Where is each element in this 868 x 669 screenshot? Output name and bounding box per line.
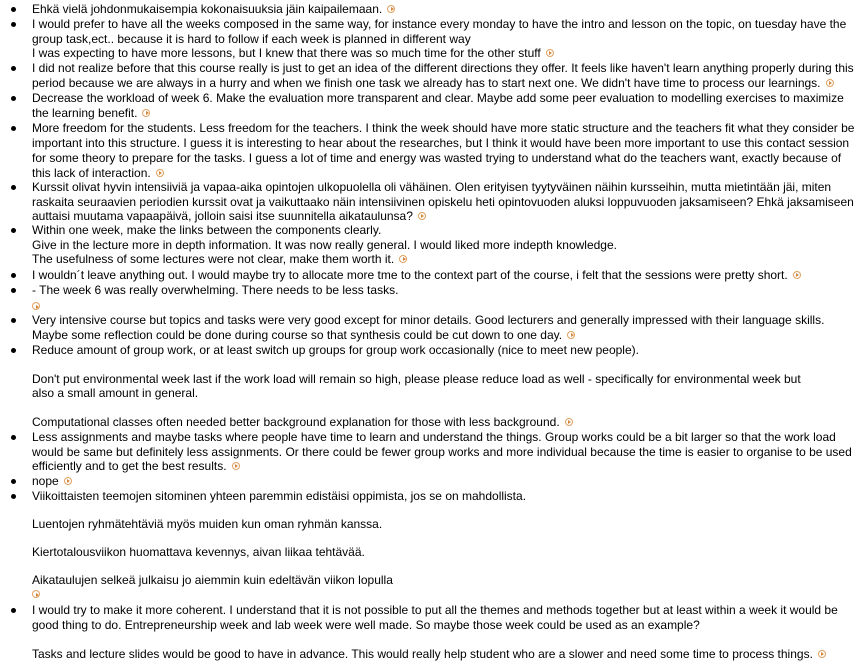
feedback-text: this lack of interaction. bbox=[32, 166, 151, 180]
feedback-text: Tasks and lecture slides would be good to have in advance. This would really help student who are a slower and need some time to process things. bbox=[32, 647, 813, 661]
feedback-line bbox=[32, 386, 198, 401]
feedback-text: Computational classes often needed better background explanation for those with less background. bbox=[32, 415, 560, 429]
feedback-line bbox=[32, 415, 573, 430]
feedback-line bbox=[32, 489, 526, 504]
bullet-icon bbox=[11, 126, 16, 131]
play-icon[interactable] bbox=[387, 5, 395, 13]
feedback-text: Viikoittaisten teemojen sitominen yhteen paremmin edistäisi oppimista, jos se on mahdollista. bbox=[32, 489, 527, 503]
feedback-line bbox=[32, 618, 700, 633]
bullet-icon bbox=[11, 66, 16, 71]
feedback-text: nope bbox=[32, 474, 59, 488]
feedback-text: Maybe some reflection could be done during course so that synthesis could be cut down to one day. bbox=[32, 328, 563, 342]
feedback-line bbox=[32, 517, 382, 532]
bullet-icon bbox=[11, 228, 16, 233]
feedback-line bbox=[32, 328, 575, 343]
play-icon[interactable] bbox=[64, 477, 72, 485]
feedback-line bbox=[32, 545, 365, 560]
feedback-text: Kiertotalousviikon huomattava kevennys, aivan liikaa tehtävää. bbox=[32, 545, 365, 559]
play-icon[interactable] bbox=[546, 49, 554, 57]
feedback-line bbox=[32, 372, 801, 387]
feedback-line bbox=[32, 238, 617, 253]
bullet-icon bbox=[11, 288, 16, 293]
play-icon[interactable] bbox=[418, 212, 426, 220]
play-icon[interactable] bbox=[232, 462, 240, 470]
feedback-text: Decrease the workload of week 6. Make the evaluation more transparent and clear. Maybe add some peer evaluation to modelling exercises to maximize bbox=[32, 91, 844, 105]
play-icon[interactable] bbox=[826, 79, 834, 87]
feedback-line bbox=[32, 459, 240, 474]
feedback-line bbox=[32, 209, 426, 224]
feedback-text: Ehkä vielä johdonmukaisempia kokonaisuuksia jäin kaipailemaan. bbox=[32, 2, 383, 16]
feedback-line bbox=[32, 2, 395, 17]
feedback-text: would be same but definitely less assignments. Or there could be fewer group works and more individual because the time is easier to organise to be used bbox=[32, 445, 852, 459]
feedback-line bbox=[32, 252, 407, 267]
play-icon[interactable] bbox=[32, 590, 40, 598]
feedback-line bbox=[32, 313, 824, 328]
play-icon[interactable] bbox=[565, 418, 573, 426]
play-icon[interactable] bbox=[567, 331, 575, 339]
feedback-line bbox=[32, 91, 844, 106]
bullet-icon bbox=[11, 22, 16, 27]
play-icon[interactable] bbox=[793, 271, 801, 279]
feedback-text: I would prefer to have all the weeks composed in the same way, for instance every monday to have the intro and lesson on the topic, on tuesday have the bbox=[32, 17, 847, 31]
feedback-text: The usefulness of some lectures were not clear, make them worth it. bbox=[32, 252, 395, 266]
feedback-line bbox=[32, 151, 841, 166]
feedback-text: - The week 6 was really overwhelming. There needs to be less tasks. bbox=[32, 283, 399, 297]
feedback-line bbox=[32, 195, 854, 210]
feedback-line bbox=[32, 573, 393, 588]
feedback-text: Don't put environmental week last if the work load will remain so high, please please reduce load as well - specifically for environmental week but bbox=[32, 372, 801, 386]
feedback-text: Very intensive course but topics and tasks were very good except for minor details. Good lecturers and generally impressed with their language skills. bbox=[32, 313, 825, 327]
feedback-line bbox=[32, 343, 639, 358]
feedback-line bbox=[32, 17, 846, 32]
play-icon[interactable] bbox=[142, 109, 150, 117]
feedback-line bbox=[32, 106, 150, 121]
bullet-icon bbox=[11, 273, 16, 278]
feedback-text: group task,ect.. because it is hard to follow if each week is planned in different way bbox=[32, 32, 471, 46]
feedback-line bbox=[32, 283, 398, 298]
feedback-text: Less assignments and maybe tasks where people have time to learn and understand the things. Group works could be a bit larger so that the work load bbox=[32, 430, 836, 444]
bullet-icon bbox=[11, 7, 16, 12]
feedback-line bbox=[32, 445, 852, 460]
feedback-text: Within one week, make the links between the components clearly. bbox=[32, 223, 382, 237]
feedback-line bbox=[32, 430, 836, 445]
feedback-text: Luentojen ryhmätehtäviä myös muiden kun oman ryhmän kanssa. bbox=[32, 517, 383, 531]
feedback-text: I was expecting to have more lessons, but I knew that there was so much time for the other stuff bbox=[32, 46, 541, 60]
bullet-icon bbox=[11, 348, 16, 353]
feedback-line bbox=[32, 647, 826, 662]
bullet-icon bbox=[11, 96, 16, 101]
feedback-line bbox=[32, 136, 849, 151]
feedback-text: Aikataulujen selkeä julkaisu jo aiemmin kuin edeltävän viikon lopulla bbox=[32, 573, 393, 587]
bullet-icon bbox=[11, 185, 16, 190]
feedback-text: Reduce amount of group work, or at least switch up groups for group work occasionally (nice to meet new people). bbox=[32, 343, 639, 357]
feedback-line bbox=[32, 223, 381, 238]
feedback-line bbox=[32, 166, 164, 181]
feedback-text: More freedom for the students. Less freedom for the teachers. I think the week should have more static structure and the teachers fit what they consider be bbox=[32, 121, 855, 135]
feedback-line bbox=[32, 61, 854, 76]
feedback-text: period because we are always in a hurry and when we finish one task we already has to start next one. We didn't have time to process our learnings. bbox=[32, 76, 821, 90]
feedback-text: also a small amount in general. bbox=[32, 386, 199, 400]
feedback-text: for some theory to prepare for the tasks. I guess a lot of time and energy was wasted trying to understand what do the teachers want, exactly because of bbox=[32, 151, 842, 165]
feedback-line bbox=[32, 603, 838, 618]
feedback-line bbox=[32, 32, 471, 47]
feedback-line bbox=[32, 121, 854, 136]
bullet-icon bbox=[11, 494, 16, 499]
feedback-text: the learning benefit. bbox=[32, 106, 138, 120]
feedback-text: I did not realize before that this course really is just to get an idea of the different directions they offer. It feels like haven't learn anything properly during this bbox=[32, 61, 854, 75]
feedback-text: Kurssit olivat hyvin intensiiviä ja vapaa-aika opintojen ulkopuolella oli vähäinen. Olen erityisen tyytyväinen näihin kursseihin, mutta mietintään jäi, miten bbox=[32, 180, 832, 194]
feedback-line bbox=[32, 76, 834, 91]
feedback-line bbox=[32, 46, 554, 61]
bullet-icon bbox=[11, 435, 16, 440]
bullet-icon bbox=[11, 608, 16, 613]
bullet-icon bbox=[11, 318, 16, 323]
play-icon[interactable] bbox=[399, 255, 407, 263]
feedback-text: efficiently and to get the best results. bbox=[32, 459, 227, 473]
feedback-text: good thing to do. Entrepreneurship week and lab week were well made. So maybe those week could be used as an example? bbox=[32, 618, 700, 632]
feedback-line bbox=[32, 268, 801, 283]
feedback-line bbox=[32, 180, 831, 195]
play-icon[interactable] bbox=[156, 169, 164, 177]
feedback-text: raskaita seuraavien periodien kurssit ovat ja vaikuttaako näin intensiivinen opiskelu heti opintovuoden aluksi loppuvuoden jaksamiseen? Ehkä jaksamiseen bbox=[32, 195, 854, 209]
feedback-text: I would try to make it more coherent. I understand that it is not possible to put all the themes and methods together but at least within a week it would be bbox=[32, 603, 838, 617]
feedback-text: Give in the lecture more in depth information. It was now really general. I would liked more indepth knowledge. bbox=[32, 238, 617, 252]
play-icon[interactable] bbox=[32, 302, 40, 310]
feedback-text: important into this structure. I guess it is interesting to hear about the researches, but I think it would have been more important to use this contact session bbox=[32, 136, 850, 150]
feedback-text: I wouldn´t leave anything out. I would maybe try to allocate more tme to the context part of the course, i felt that the sessions were pretty short. bbox=[32, 268, 788, 282]
bullet-icon bbox=[11, 479, 16, 484]
feedback-line bbox=[32, 474, 72, 489]
feedback-text: auttaisi muutama vapaapäivä, jolloin saisi itse suunnitella aikataulunsa? bbox=[32, 209, 413, 223]
play-icon[interactable] bbox=[818, 650, 826, 658]
